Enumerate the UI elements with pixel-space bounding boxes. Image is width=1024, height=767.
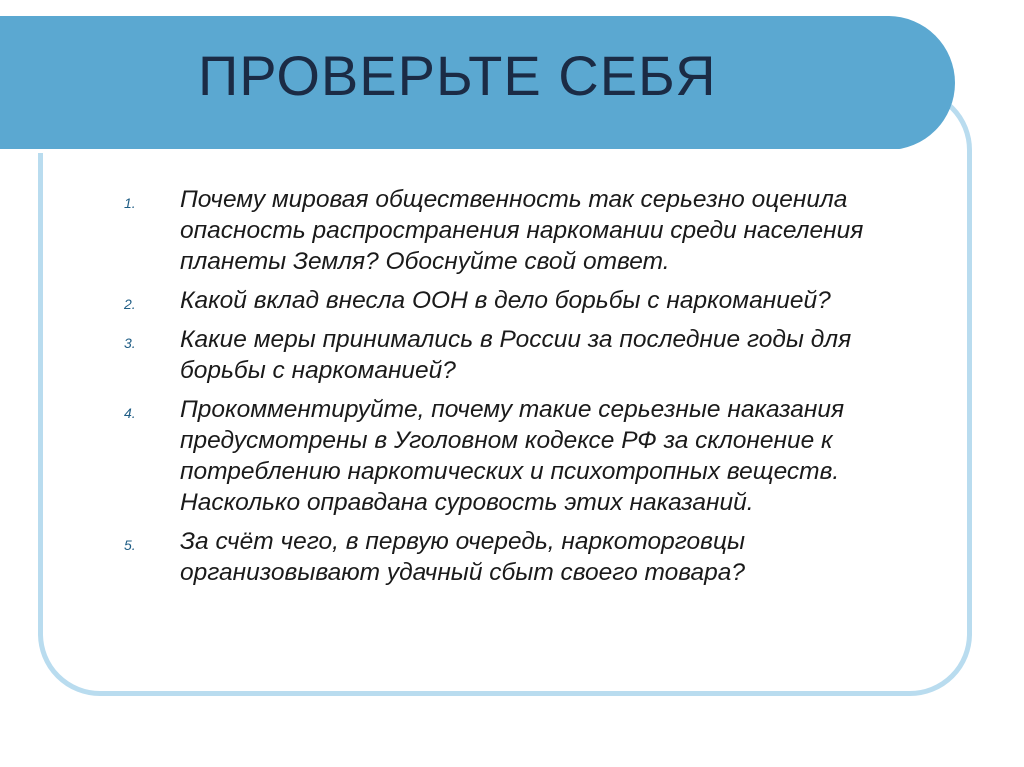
- question-item-4: [120, 394, 990, 518]
- question-text: Прокомментируйте, почему такие серьезные наказания предусмотрены в Уголовном кодексе РФ за склонение к потреблению наркотических и психотропных веществ. Насколько оправдана суровость этих наказаний.: [180, 396, 845, 516]
- question-text: Какой вклад внесла ООН в дело борьбы с наркоманией?: [180, 287, 831, 314]
- slide-title: ПРОВЕРЬТЕ СЕБЯ: [198, 44, 717, 107]
- question-item-5: [120, 526, 990, 588]
- question-text: Какие меры принимались в России за последние годы для борьбы с наркоманией?: [180, 326, 852, 384]
- question-number: 1.: [124, 195, 136, 211]
- question-text: Почему мировая общественность так серьезно оценила опасность распространения наркомании среди населения планеты Земля? Обоснуйте свой ответ.: [180, 186, 864, 275]
- title-divider: [0, 149, 906, 153]
- question-item-3: [120, 324, 990, 386]
- question-number: 4.: [124, 405, 136, 421]
- question-number: 5.: [124, 537, 136, 553]
- question-number: 3.: [124, 335, 136, 351]
- questions-list: [120, 184, 990, 596]
- question-item-1: [120, 184, 990, 277]
- question-number: 2.: [124, 296, 136, 312]
- question-item-2: [120, 285, 990, 316]
- question-text: За счёт чего, в первую очередь, наркоторговцы организовывают удачный сбыт своего товара?: [180, 528, 746, 586]
